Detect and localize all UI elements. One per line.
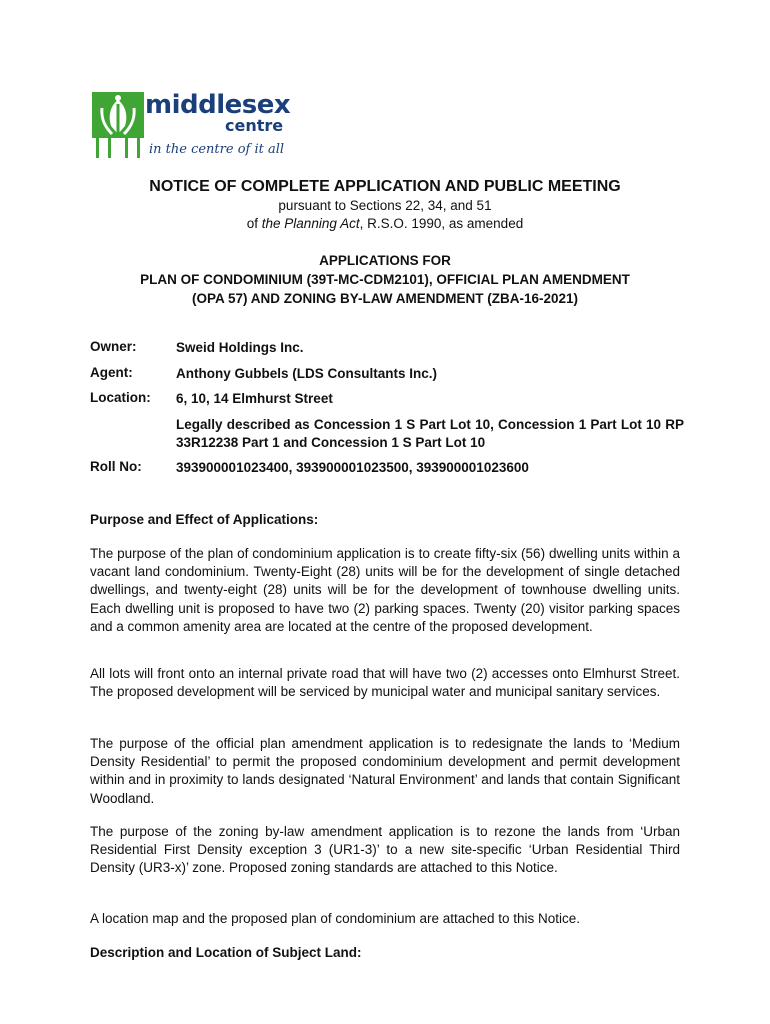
logo-sub: centre (225, 116, 284, 135)
tree-emblem-icon (92, 92, 144, 160)
purpose-paragraph-3: The purpose of the official plan amendment application is to redesignate the lands to ‘Medium Density Residential’ to permit the proposed condominium development and permit development within and in proximity to lands designated ‘Natural Environment’ and lands that contain Significant Woodland. (90, 736, 680, 806)
notice-title: NOTICE OF COMPLETE APPLICATION AND PUBLIC MEETING (149, 178, 621, 195)
location-value: 6, 10, 14 Elmhurst Street (176, 391, 333, 406)
owner-label: Owner: (90, 339, 137, 354)
logo-tagline: in the centre of it all (149, 142, 285, 157)
agent-value: Anthony Gubbels (LDS Consultants Inc.) (176, 366, 437, 381)
description-heading: Description and Location of Subject Land: (90, 945, 362, 960)
roll-value: 393900001023400, 393900001023500, 393900001023600 (176, 460, 529, 475)
roll-label: Roll No: (90, 459, 142, 474)
logo-name: middlesex (145, 90, 291, 120)
apps-line-3: (OPA 57) AND ZONING BY-LAW AMENDMENT (ZBA-16-2021) (191, 291, 579, 306)
purpose-paragraph-4: The purpose of the zoning by-law amendment application is to rezone the lands from ‘Urban Residential First Density exception 3 (UR1-3)’ to a new site-specific ‘Urban Residential Third Density (UR3-x)’ zone. Proposed zoning standards are attached to this Notice. (90, 824, 680, 876)
purpose-paragraph-1: The purpose of the plan of condominium application is to create fifty-six (56) dwelling units within a vacant land condominium. Twenty-Eight (28) units will be for the development of single detached dwellings, and twenty-eight (28) units will be for the development of townhouse dwelling units. Each dwelling unit is proposed to have two (2) parking spaces. Twenty (20) visitor parking spaces and a common amenity area are located at the centre of the proposed development. (90, 546, 680, 634)
legal-description: Legally described as Concession 1 S Part Lot 10, Concession 1 Part Lot 10 RP 33R12238 Part 1 and Concession 1 S Part Lot 10 (176, 417, 684, 450)
apps-line-2: PLAN OF CONDOMINIUM (39T-MC-CDM2101), OFFICIAL PLAN AMENDMENT (140, 272, 630, 287)
owner-value: Sweid Holdings Inc. (176, 340, 304, 355)
subtitle-2-italic: the Planning Act (261, 216, 360, 231)
location-label: Location: (90, 390, 151, 405)
applications-heading (0, 251, 770, 308)
purpose-paragraph-2: All lots will front onto an internal private road that will have two (2) accesses onto Elmhurst Street. The proposed development will be serviced by municipal water and municipal sanitary services. (90, 666, 680, 700)
notice-subtitle-2 (0, 216, 770, 231)
purpose-paragraph-5: A location map and the proposed plan of condominium are attached to this Notice. (90, 911, 581, 926)
apps-line-1: APPLICATIONS FOR (319, 253, 451, 268)
notice-subtitle-1: pursuant to Sections 22, 34, and 51 (278, 198, 492, 213)
subtitle-2-post: , R.S.O. 1990, as amended (359, 216, 524, 231)
middlesex-centre-logo (92, 92, 292, 162)
agent-label: Agent: (90, 365, 133, 380)
purpose-heading: Purpose and Effect of Applications: (90, 512, 319, 527)
subtitle-2-pre: of (246, 216, 262, 231)
